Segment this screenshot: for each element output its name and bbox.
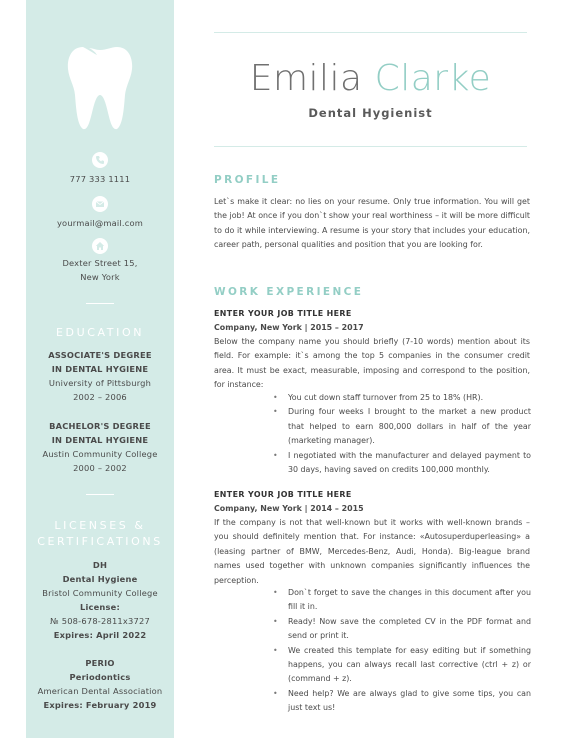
last-name: Clarke	[374, 58, 492, 99]
candidate-name	[214, 56, 527, 102]
list-item: • You cut down staff turnover from 25 to 18% (HR).	[273, 391, 531, 405]
job-1-description: Below the company name you should briefly (7-10 words) mention about its field. For example: it`s among the top 5 companies in the consumer credit area. It must be exact, measurable, imposing and correspond to the position, for instance:	[214, 337, 530, 390]
degree-2-years: 2000 – 2002	[73, 463, 127, 473]
job-1-bullets	[273, 391, 531, 477]
tooth-icon	[67, 45, 133, 131]
first-name: Emilia	[249, 58, 363, 99]
job-2-bullets	[273, 586, 531, 716]
list-item: • Ready! Now save the completed CV in the PDF format and send or print it.	[273, 615, 531, 644]
degree-1-years: 2002 – 2006	[73, 392, 127, 402]
license-1-number: № 508-678-2811x3727	[50, 616, 150, 626]
job-2-description: If the company is not that well-known but it works with well-known brands – you should definitely mention that. For instance: «Autosuperduperleasing» a (leasing partner of BMW, Mercedes-Benz, Audi, Honda). Big-league brand names used together with unknown companies significantly influences the perception.	[214, 518, 530, 585]
degree-1-school: University of Pittsburgh	[48, 378, 152, 388]
header-top-rule	[214, 32, 527, 33]
divider	[86, 494, 114, 495]
list-item: • Don`t forget to save the changes in this document after you fill it in.	[273, 586, 531, 615]
job-1-company: Company, New York | 2015 – 2017	[214, 323, 364, 332]
licenses-heading-line2: CERTIFICATIONS	[37, 535, 163, 548]
licenses-heading-line1: LICENSES &	[54, 519, 146, 532]
degree-1-line2: IN DENTAL HYGIENE	[51, 364, 149, 374]
profile-heading: PROFILE	[214, 174, 281, 186]
license-1-code: DH	[92, 560, 108, 570]
header-bottom-rule	[214, 146, 527, 147]
license-1-name: Dental Hygiene	[62, 574, 138, 584]
degree-2-line2: IN DENTAL HYGIENE	[51, 435, 149, 445]
license-1-expires: Expires: April 2022	[53, 630, 147, 640]
license-1-label: License:	[79, 602, 121, 612]
list-item: • During four weeks I brought to the market a new product that helped to earn 800,000 dollars in half of the year (marketing manager).	[273, 405, 531, 448]
list-item: • We created this template for easy editing but if something happens, you can always recall last corrective (ctrl + z) or (command + z).	[273, 644, 531, 687]
job-position: Dental Hygienist	[308, 106, 433, 120]
job-2-company: Company, New York | 2014 – 2015	[214, 504, 364, 513]
mail-icon	[92, 196, 108, 212]
list-item: • I negotiated with the manufacturer and delayed payment to 30 days, having saved on credits 100,000 monthly.	[273, 449, 531, 478]
address-line1: Dexter Street 15,	[62, 258, 138, 268]
license-1-org: Bristol Community College	[42, 588, 158, 598]
list-item: • Need help? We are always glad to give some tips, you can just text us!	[273, 687, 531, 716]
job-2-title: ENTER YOUR JOB TITLE HERE	[214, 490, 352, 499]
email-address: yourmail@mail.com	[56, 218, 144, 228]
license-2-code: PERIO	[85, 658, 115, 668]
divider	[86, 303, 114, 304]
profile-text: Let`s make it clear: no lies on your resume. Only true information. You will get the job! At once if you don`t show your real worthiness – it will be more difficult to do it while interviewing. A resume is your story that includes your education, career path, personal qualities and position that you are looking for.	[214, 197, 530, 250]
license-2-name: Periodontics	[69, 672, 131, 682]
license-2-expires: Expires: February 2019	[43, 700, 157, 710]
sidebar	[26, 0, 174, 738]
job-1-title: ENTER YOUR JOB TITLE HERE	[214, 309, 352, 318]
education-heading: EDUCATION	[55, 326, 145, 339]
degree-1-line1: ASSOCIATE'S DEGREE	[48, 350, 152, 360]
degree-2-line1: BACHELOR'S DEGREE	[49, 421, 151, 431]
degree-2-school: Austin Community College	[42, 449, 158, 459]
phone-icon	[92, 152, 108, 168]
experience-heading: WORK EXPERIENCE	[214, 286, 364, 298]
license-2-org: American Dental Association	[37, 686, 163, 696]
phone-number: 777 333 1111	[69, 174, 131, 184]
address-line2: New York	[80, 272, 120, 282]
home-icon	[92, 238, 108, 254]
